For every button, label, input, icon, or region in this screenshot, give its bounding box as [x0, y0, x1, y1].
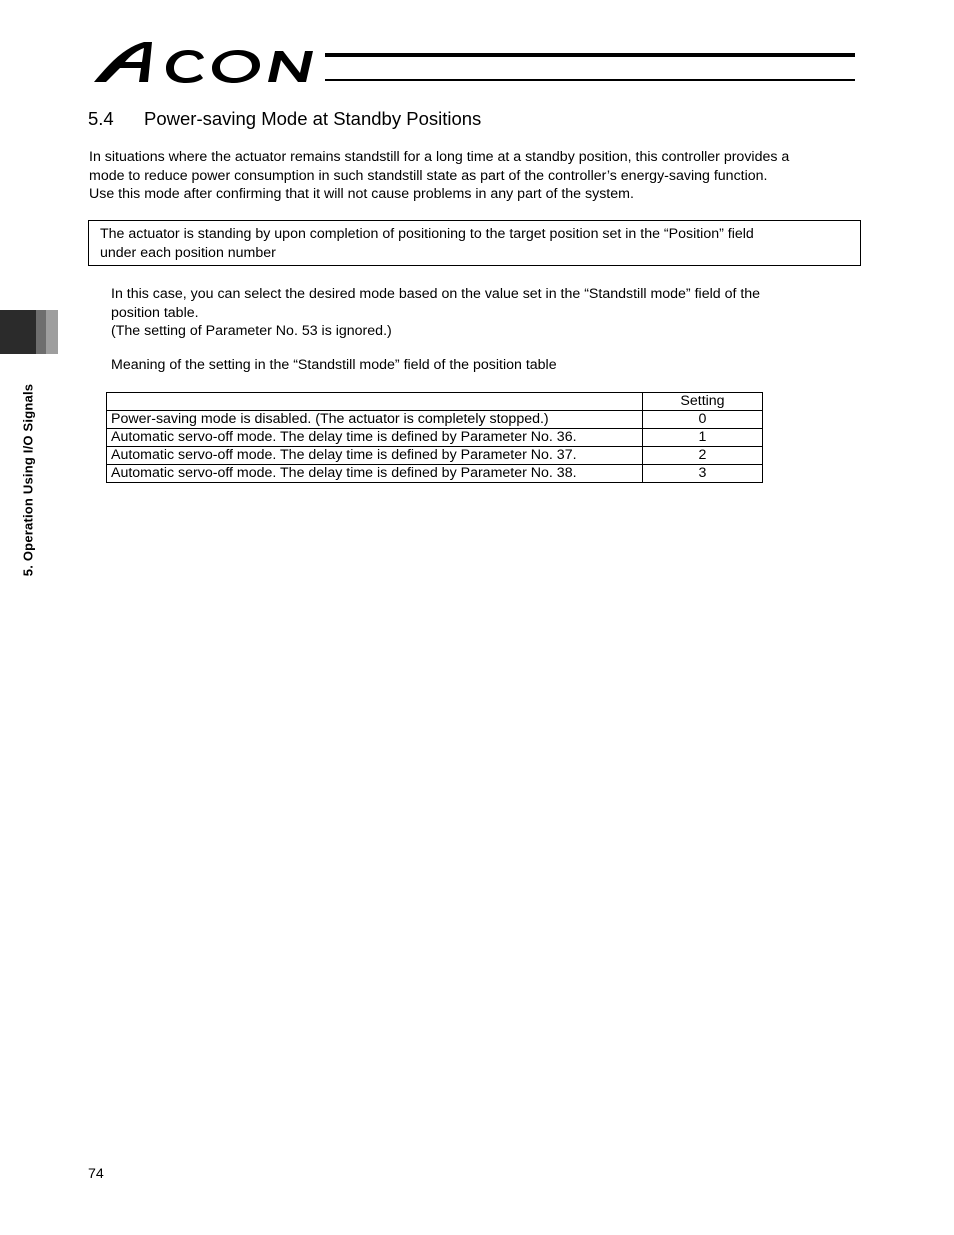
table-row [107, 411, 763, 429]
table-cell-setting: 1 [643, 429, 763, 447]
intro-paragraph: In situations where the actuator remains standstill for a long time at a standby position, this controller provides a mode to reduce power consumption in such standstill state as part of the controller’s energy-saving function. Use this mode after confirming that it will not cause problems in any part of the system. [89, 149, 790, 202]
acon-logo [92, 38, 332, 86]
table-cell-setting: 0 [643, 411, 763, 429]
table-row [107, 429, 763, 447]
table-cell-setting: 2 [643, 447, 763, 465]
table-caption: Meaning of the setting in the “Standstill mode” field of the position table [111, 357, 557, 373]
standstill-mode-table [106, 392, 763, 483]
table-header-cell: Setting [643, 393, 763, 411]
case-paragraph: In this case, you can select the desired mode based on the value set in the “Standstill mode” field of the position table. (The setting of Parameter No. 53 is ignored.) [111, 286, 761, 339]
table-row [107, 447, 763, 465]
table-cell-description: Power-saving mode is disabled. (The actuator is completely stopped.) [107, 411, 643, 429]
table-header-row [107, 393, 763, 411]
chapter-tab-marker [0, 310, 58, 354]
table-cell-description: Automatic servo-off mode. The delay time is defined by Parameter No. 38. [107, 465, 643, 483]
table-cell-description: Automatic servo-off mode. The delay time is defined by Parameter No. 37. [107, 447, 643, 465]
table-cell-setting: 3 [643, 465, 763, 483]
header-rule-thin [325, 79, 855, 81]
table-row [107, 465, 763, 483]
header-rule-thick [325, 53, 855, 57]
table-header-cell [107, 393, 643, 411]
condition-box: The actuator is standing by upon completion of positioning to the target position set in the “Position” field under each position number [88, 220, 861, 266]
page-number: 74 [88, 1166, 104, 1182]
table-cell-description: Automatic servo-off mode. The delay time is defined by Parameter No. 36. [107, 429, 643, 447]
section-title: Power-saving Mode at Standby Positions [144, 108, 482, 129]
section-heading [88, 108, 481, 130]
section-number: 5.4 [88, 108, 114, 129]
chapter-side-label: 5. Operation Using I/O Signals [20, 383, 36, 577]
